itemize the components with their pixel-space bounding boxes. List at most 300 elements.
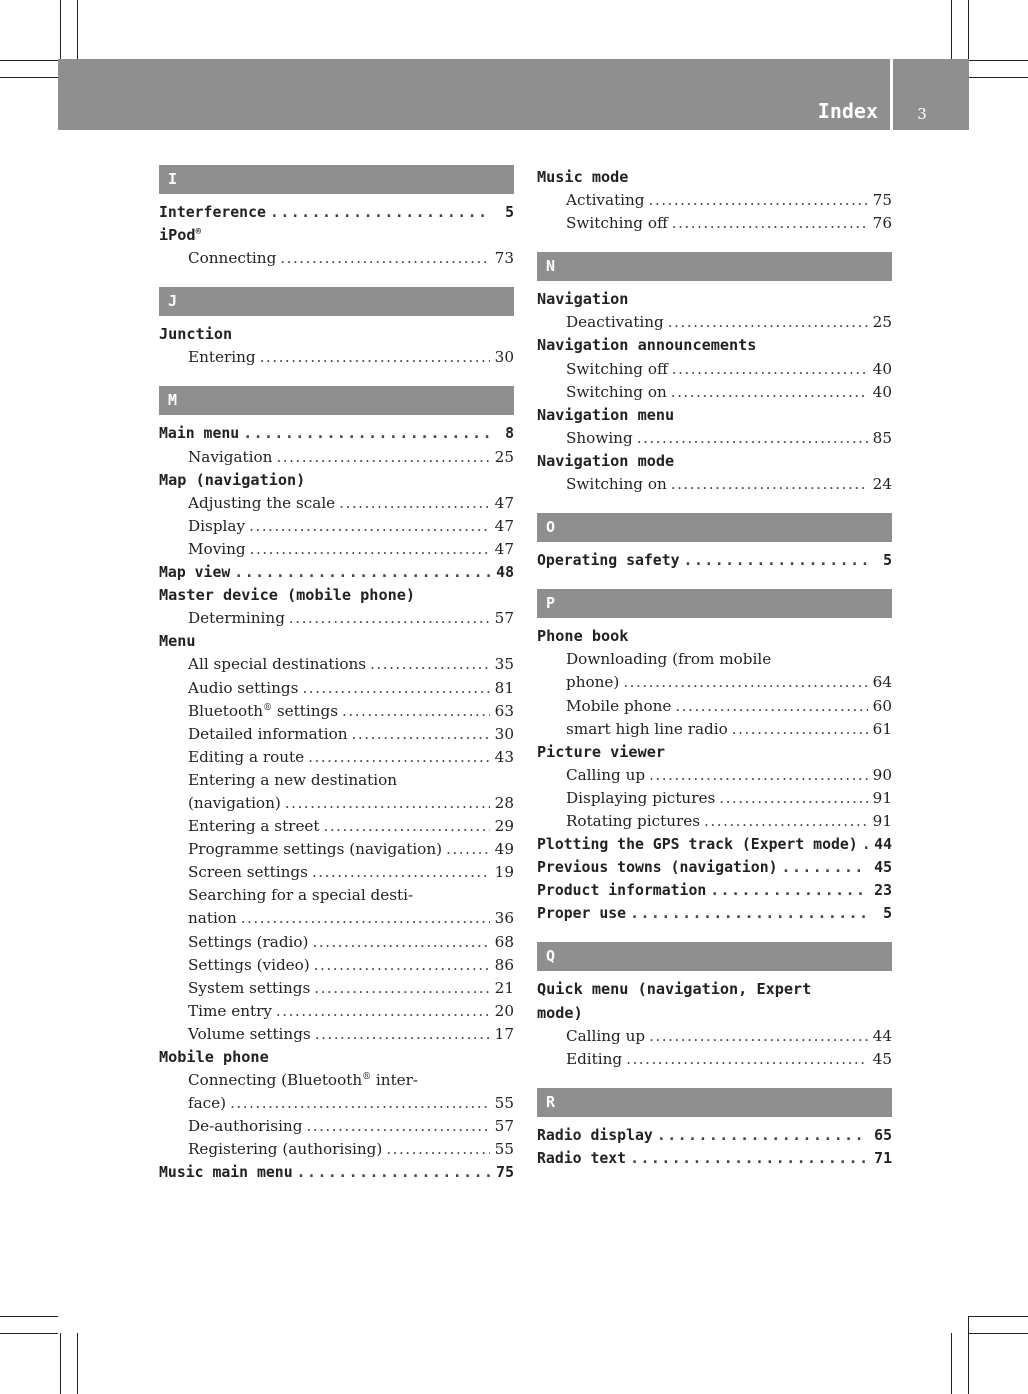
registered-mark: ® xyxy=(362,1072,372,1083)
dot-leader xyxy=(276,446,490,469)
entry-page-number[interactable]: 47 xyxy=(494,516,514,535)
entry-text: Entering a street xyxy=(188,817,320,836)
index-column-right xyxy=(537,166,892,1187)
index-entry[interactable] xyxy=(537,695,892,718)
entry-label xyxy=(537,549,680,572)
entry-label xyxy=(188,954,310,977)
dot-leader xyxy=(308,746,490,769)
dot-leader xyxy=(626,1048,868,1071)
index-section xyxy=(537,1088,892,1170)
entry-text: Editing a route xyxy=(188,747,305,766)
index-entry[interactable] xyxy=(159,538,514,561)
entry-label xyxy=(188,723,348,746)
index-entry[interactable] xyxy=(159,677,514,700)
crop-mark xyxy=(60,1333,61,1394)
entry-page-number[interactable]: 30 xyxy=(494,348,514,367)
index-entry[interactable] xyxy=(159,515,514,538)
entry-page-number[interactable]: 23 xyxy=(874,882,892,900)
entry-text: Deactivating xyxy=(566,313,664,332)
dot-leader xyxy=(668,311,868,334)
dot-leader xyxy=(280,247,490,270)
dot-leader xyxy=(276,1000,490,1023)
index-entry[interactable] xyxy=(159,1000,514,1023)
index-heading xyxy=(537,288,892,311)
entry-text: Displaying pictures xyxy=(566,788,716,807)
index-entry[interactable] xyxy=(537,671,892,694)
crop-mark xyxy=(77,1333,78,1394)
page-number: 3 xyxy=(917,105,927,123)
dot-leader xyxy=(637,427,868,450)
entry-page-number[interactable]: 19 xyxy=(494,863,514,882)
entry-text: Display xyxy=(188,516,246,535)
entry-text: Rotating pictures xyxy=(566,811,701,830)
entry-text: Audio settings xyxy=(188,678,299,697)
entry-text: Connecting xyxy=(188,249,277,268)
entry-page-number[interactable]: 44 xyxy=(874,836,892,854)
entry-text: Calling up xyxy=(566,765,646,784)
index-heading xyxy=(537,978,892,1001)
entry-text: System settings xyxy=(188,978,311,997)
index-entry[interactable] xyxy=(159,861,514,884)
index-section xyxy=(159,386,514,1184)
dot-leader xyxy=(342,700,490,723)
crop-mark xyxy=(969,1316,1028,1317)
entry-text: Bluetooth xyxy=(188,701,264,720)
entry-page-number[interactable]: 48 xyxy=(496,564,514,582)
entry-page-number[interactable]: 61 xyxy=(872,719,892,738)
crop-mark xyxy=(951,1333,952,1394)
entry-text: Navigation xyxy=(188,447,273,466)
index-entry[interactable] xyxy=(537,311,892,334)
entry-page-number[interactable]: 30 xyxy=(494,724,514,743)
index-heading xyxy=(159,630,514,653)
index-heading xyxy=(159,584,514,607)
index-entry[interactable] xyxy=(537,879,892,902)
entry-label xyxy=(188,1000,272,1023)
entry-text: Screen settings xyxy=(188,863,308,882)
entry-page-number[interactable]: 35 xyxy=(494,655,514,674)
dot-leader xyxy=(312,861,490,884)
entry-label xyxy=(566,695,671,718)
index-heading xyxy=(159,469,514,492)
entry-page-number[interactable]: 8 xyxy=(505,425,514,443)
dot-leader xyxy=(315,1023,490,1046)
entry-page-number[interactable]: 76 xyxy=(872,214,892,233)
dot-leader xyxy=(672,358,868,381)
index-heading xyxy=(537,741,892,764)
entry-label xyxy=(537,856,778,879)
index-entry[interactable] xyxy=(159,977,514,1000)
entry-text: Product information xyxy=(537,882,707,900)
entry-page-number[interactable]: 29 xyxy=(494,817,514,836)
index-heading xyxy=(537,625,892,648)
entry-text: Main menu xyxy=(159,425,240,443)
entry-page-number[interactable]: 57 xyxy=(494,1117,514,1136)
dot-leader xyxy=(623,671,868,694)
index-entry[interactable] xyxy=(159,446,514,469)
entry-label xyxy=(537,1124,653,1147)
index-entry[interactable] xyxy=(537,856,892,879)
entry-page-number[interactable]: 75 xyxy=(872,191,892,210)
entry-label xyxy=(188,977,310,1000)
dot-leader xyxy=(649,1025,868,1048)
registered-mark: ® xyxy=(263,702,273,713)
index-entry[interactable] xyxy=(159,422,514,445)
index-entry[interactable] xyxy=(537,1048,892,1071)
entry-text: Downloading (from mobile xyxy=(566,650,772,669)
entry-page-number[interactable]: 65 xyxy=(874,1126,892,1144)
entry-page-number[interactable]: 73 xyxy=(494,249,514,268)
entry-label xyxy=(159,1161,293,1184)
entry-label xyxy=(566,189,645,212)
entry-page-number[interactable]: 86 xyxy=(494,955,514,974)
index-entry[interactable] xyxy=(159,346,514,369)
entry-label xyxy=(188,607,285,630)
crop-mark xyxy=(0,77,58,78)
entry-label xyxy=(566,427,633,450)
dot-leader xyxy=(649,189,868,212)
index-entry[interactable] xyxy=(537,833,892,856)
index-entry[interactable] xyxy=(159,1092,514,1115)
entry-text: Phone book xyxy=(537,627,629,646)
index-entry[interactable] xyxy=(537,1147,892,1170)
index-entry[interactable] xyxy=(537,1025,892,1048)
entry-label xyxy=(188,677,298,700)
entry-page-number[interactable]: 47 xyxy=(494,493,514,512)
index-entry[interactable] xyxy=(159,907,514,930)
index-section xyxy=(537,252,892,496)
entry-label xyxy=(159,201,266,224)
index-entry[interactable] xyxy=(159,561,514,584)
entry-text-cont: settings xyxy=(272,701,339,720)
index-heading xyxy=(537,334,892,357)
crop-mark xyxy=(968,1316,969,1394)
entry-text: Navigation xyxy=(537,290,629,309)
index-entry[interactable] xyxy=(537,1124,892,1147)
entry-page-number[interactable]: 60 xyxy=(872,696,892,715)
index-entry[interactable] xyxy=(537,810,892,833)
entry-page-number[interactable]: 47 xyxy=(494,539,514,558)
crop-mark xyxy=(77,0,78,59)
entry-text: Radio display xyxy=(537,1126,653,1144)
entry-page-number[interactable]: 90 xyxy=(872,765,892,784)
index-entry[interactable] xyxy=(159,1161,514,1184)
entry-label xyxy=(188,700,338,723)
entry-page-number[interactable]: 45 xyxy=(872,1049,892,1068)
entry-page-number[interactable]: 91 xyxy=(872,788,892,807)
index-entry[interactable] xyxy=(537,718,892,741)
entry-text: Quick menu (navigation, Expert xyxy=(537,980,812,999)
entry-text: Adjusting the scale xyxy=(188,493,336,512)
index-subline xyxy=(159,769,514,792)
entry-label xyxy=(188,492,335,515)
entry-label xyxy=(188,815,320,838)
section-gap xyxy=(159,194,514,201)
dot-leader xyxy=(862,833,868,856)
section-letter: O xyxy=(537,513,892,542)
dot-leader xyxy=(352,723,490,746)
dot-leader xyxy=(285,792,490,815)
entry-text: De-authorising xyxy=(188,1117,303,1136)
entry-page-number[interactable]: 57 xyxy=(494,609,514,628)
dot-leader xyxy=(446,838,490,861)
entry-label xyxy=(566,718,728,741)
entry-text: (navigation) xyxy=(188,793,281,812)
index-entry[interactable] xyxy=(159,653,514,676)
dot-leader xyxy=(672,212,868,235)
entry-page-number[interactable]: 63 xyxy=(494,701,514,720)
entry-label xyxy=(537,879,706,902)
entry-text: Picture viewer xyxy=(537,742,666,761)
dot-leader xyxy=(302,677,490,700)
entry-text: Entering xyxy=(188,348,256,367)
entry-text: Connecting (Bluetooth xyxy=(188,1071,363,1090)
index-entry[interactable] xyxy=(537,189,892,212)
section-gap xyxy=(537,618,892,625)
dot-leader xyxy=(249,515,490,538)
index-section xyxy=(159,287,514,369)
dot-leader xyxy=(675,695,868,718)
entry-page-number[interactable]: 25 xyxy=(494,447,514,466)
entry-text: All special destinations xyxy=(188,655,367,674)
index-column-left xyxy=(159,165,514,1202)
index-section xyxy=(537,166,892,235)
index-heading xyxy=(159,224,514,247)
section-gap xyxy=(537,1117,892,1124)
entry-label xyxy=(188,653,366,676)
entry-label xyxy=(537,1147,626,1170)
index-entry[interactable] xyxy=(537,427,892,450)
entry-text: Detailed information xyxy=(188,724,348,743)
entry-page-number[interactable]: 5 xyxy=(883,905,892,923)
page-header xyxy=(58,59,890,130)
entry-page-number[interactable]: 40 xyxy=(872,382,892,401)
entry-text: Showing xyxy=(566,428,633,447)
entry-page-number[interactable]: 5 xyxy=(505,204,514,221)
entry-page-number[interactable]: 64 xyxy=(872,673,892,692)
entry-text: Switching off xyxy=(566,359,668,378)
section-letter: P xyxy=(537,589,892,618)
dot-leader xyxy=(710,879,868,902)
section-gap xyxy=(537,542,892,549)
dot-leader xyxy=(314,954,490,977)
crop-mark xyxy=(0,60,58,61)
entry-label xyxy=(188,792,281,815)
section-letter: Q xyxy=(537,942,892,971)
entry-label xyxy=(188,538,246,561)
dot-leader xyxy=(684,549,868,572)
entry-label xyxy=(188,1092,226,1115)
entry-label xyxy=(159,561,230,584)
index-entry[interactable] xyxy=(537,473,892,496)
index-section xyxy=(537,589,892,925)
dot-leader xyxy=(289,607,490,630)
index-entry[interactable] xyxy=(159,815,514,838)
page-title: Index xyxy=(817,99,878,123)
dot-leader xyxy=(314,977,490,1000)
index-subline xyxy=(537,648,892,671)
entry-text: Time entry xyxy=(188,1001,272,1020)
index-entry[interactable] xyxy=(537,787,892,810)
entry-page-number[interactable]: 55 xyxy=(494,1094,514,1113)
entry-label xyxy=(188,931,308,954)
entry-text: Programme settings (navigation) xyxy=(188,840,443,859)
entry-label xyxy=(566,311,664,334)
index-entry[interactable] xyxy=(159,746,514,769)
section-gap xyxy=(159,415,514,422)
dot-leader xyxy=(719,787,868,810)
entry-text: Mobile phone xyxy=(566,696,672,715)
entry-text: smart high line radio xyxy=(566,719,728,738)
entry-label xyxy=(188,1138,382,1161)
registered-mark: ® xyxy=(195,227,201,238)
index-entry[interactable] xyxy=(537,381,892,404)
entry-text: Editing xyxy=(566,1049,623,1068)
index-entry[interactable] xyxy=(159,247,514,270)
entry-label xyxy=(537,902,626,925)
entry-text: face) xyxy=(188,1094,227,1113)
entry-text: Operating safety xyxy=(537,552,680,570)
dot-leader xyxy=(306,1115,490,1138)
entry-label xyxy=(188,861,308,884)
dot-leader xyxy=(250,538,490,561)
index-entry[interactable] xyxy=(159,201,514,224)
entry-text: Settings (radio) xyxy=(188,932,309,951)
index-heading xyxy=(159,1046,514,1069)
entry-text: Registering (authorising) xyxy=(188,1140,383,1159)
entry-text: Moving xyxy=(188,539,246,558)
dot-leader xyxy=(270,201,490,224)
section-gap xyxy=(159,316,514,323)
entry-page-number[interactable]: 28 xyxy=(494,793,514,812)
index-entry[interactable] xyxy=(159,931,514,954)
entry-page-number[interactable]: 43 xyxy=(494,747,514,766)
index-entry[interactable] xyxy=(537,902,892,925)
crop-mark xyxy=(0,1316,58,1317)
index-entry[interactable] xyxy=(159,492,514,515)
index-entry[interactable] xyxy=(159,700,514,723)
page-number-tab xyxy=(893,59,969,130)
index-entry[interactable] xyxy=(159,954,514,977)
index-entry[interactable] xyxy=(159,723,514,746)
dot-leader xyxy=(324,815,490,838)
index-entry[interactable] xyxy=(537,212,892,235)
entry-page-number[interactable]: 75 xyxy=(496,1164,514,1182)
section-letter: M xyxy=(159,386,514,415)
entry-page-number[interactable]: 71 xyxy=(874,1149,892,1167)
entry-text: Entering a new destination xyxy=(188,770,398,789)
entry-label xyxy=(566,671,619,694)
entry-text: Navigation menu xyxy=(537,405,675,424)
index-entry[interactable] xyxy=(537,549,892,572)
dot-leader xyxy=(630,902,868,925)
entry-text: iPod xyxy=(159,226,196,245)
entry-label xyxy=(566,787,715,810)
entry-page-number[interactable]: 85 xyxy=(872,428,892,447)
entry-label xyxy=(566,381,667,404)
entry-label xyxy=(188,247,276,270)
entry-page-number[interactable]: 45 xyxy=(874,859,892,877)
dot-leader xyxy=(230,1092,490,1115)
index-entry[interactable] xyxy=(537,764,892,787)
index-heading xyxy=(537,1002,892,1025)
entry-page-number[interactable]: 5 xyxy=(883,552,892,570)
entry-label xyxy=(159,422,239,445)
dot-leader xyxy=(649,764,868,787)
entry-page-number[interactable]: 21 xyxy=(494,978,514,997)
section-letter: N xyxy=(537,252,892,281)
index-entry[interactable] xyxy=(159,792,514,815)
section-letter: R xyxy=(537,1088,892,1117)
entry-text: Settings (video) xyxy=(188,955,310,974)
crop-mark xyxy=(969,1333,1028,1334)
dot-leader xyxy=(704,810,868,833)
index-section xyxy=(159,165,514,270)
entry-text: Mobile phone xyxy=(159,1048,269,1066)
entry-page-number[interactable]: 55 xyxy=(494,1140,514,1159)
crop-mark xyxy=(969,77,1028,78)
entry-page-number[interactable]: 40 xyxy=(872,359,892,378)
dot-leader xyxy=(243,422,490,445)
entry-page-number[interactable]: 25 xyxy=(872,313,892,332)
entry-page-number[interactable]: 91 xyxy=(872,811,892,830)
index-entry[interactable] xyxy=(537,358,892,381)
index-entry[interactable] xyxy=(159,607,514,630)
index-section xyxy=(537,513,892,572)
entry-page-number[interactable]: 49 xyxy=(494,840,514,859)
entry-text: Menu xyxy=(159,632,196,651)
index-entry[interactable] xyxy=(159,1138,514,1161)
entry-label xyxy=(566,764,645,787)
entry-text-cont: inter- xyxy=(371,1071,419,1090)
index-entry[interactable] xyxy=(159,1115,514,1138)
crop-mark xyxy=(951,0,952,59)
entry-label xyxy=(188,446,272,469)
entry-page-number[interactable]: 17 xyxy=(494,1024,514,1043)
dot-leader xyxy=(732,718,868,741)
index-entry[interactable] xyxy=(159,838,514,861)
index-subline xyxy=(159,884,514,907)
entry-text: Switching off xyxy=(566,214,668,233)
index-heading xyxy=(537,166,892,189)
entry-page-number[interactable]: 20 xyxy=(494,1001,514,1020)
entry-page-number[interactable]: 44 xyxy=(872,1026,892,1045)
index-heading xyxy=(537,404,892,427)
index-entry[interactable] xyxy=(159,1023,514,1046)
entry-text: Switching on xyxy=(566,475,667,494)
dot-leader xyxy=(386,1138,490,1161)
crop-mark xyxy=(0,1333,58,1334)
entry-text: Navigation announcements xyxy=(537,336,757,355)
crop-mark xyxy=(969,60,1028,61)
entry-text: Navigation mode xyxy=(537,451,675,470)
entry-text: Switching on xyxy=(566,382,667,401)
section-gap xyxy=(537,281,892,288)
crop-mark xyxy=(968,0,969,59)
dot-leader xyxy=(671,381,868,404)
entry-label xyxy=(188,838,442,861)
entry-label xyxy=(566,212,668,235)
entry-page-number[interactable]: 81 xyxy=(494,678,514,697)
entry-text: phone) xyxy=(566,673,620,692)
entry-page-number[interactable]: 68 xyxy=(494,932,514,951)
entry-page-number[interactable]: 24 xyxy=(872,475,892,494)
entry-page-number[interactable]: 36 xyxy=(494,909,514,928)
section-gap xyxy=(537,971,892,978)
entry-text: Music main menu xyxy=(159,1164,293,1182)
entry-text: Previous towns (navigation) xyxy=(537,859,778,877)
index-heading xyxy=(159,323,514,346)
